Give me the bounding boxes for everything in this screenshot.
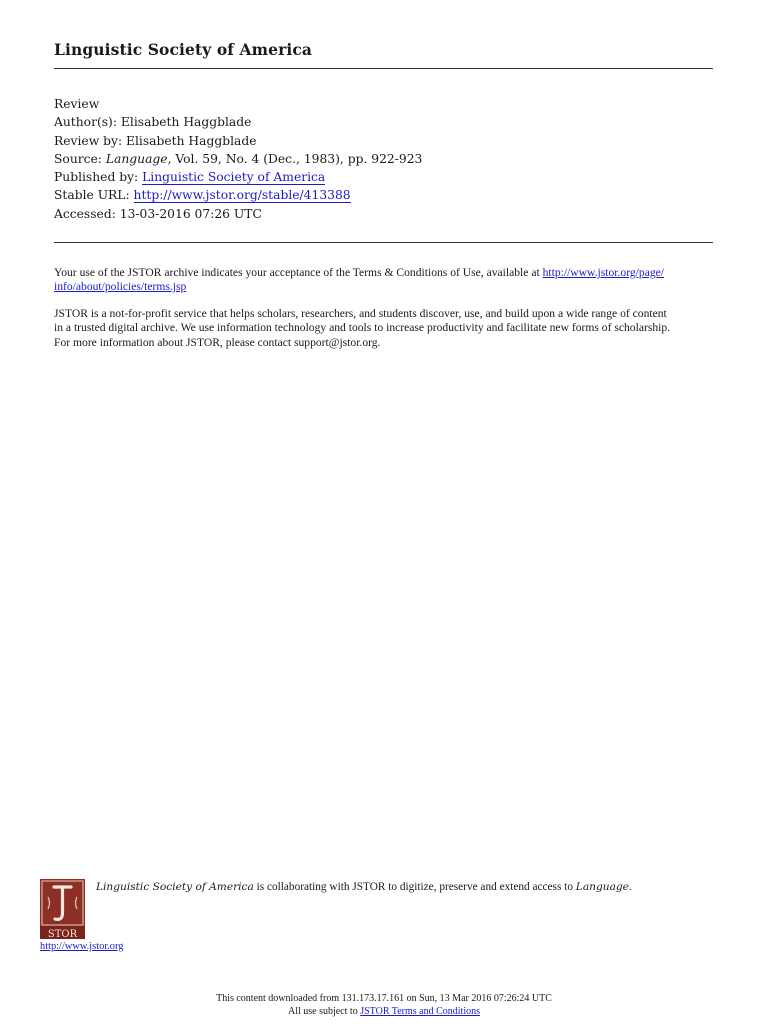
published-label: Published by: (54, 170, 139, 185)
about-line: For more information about JSTOR, please contact support@jstor.org. (54, 335, 381, 349)
download-footer (0, 993, 768, 1018)
collab-publisher: Linguistic Society of America (96, 881, 254, 893)
jstor-home-link[interactable]: http://www.jstor.org (40, 941, 124, 952)
review-by-row (54, 132, 714, 150)
source-journal: Language (105, 151, 168, 166)
source-row (54, 150, 714, 168)
divider-rule (54, 242, 713, 243)
publisher-title: Linguistic Society of America (54, 40, 313, 59)
terms-footer (0, 1006, 768, 1019)
source-label: Source: (54, 151, 102, 166)
about-line: in a trusted digital archive. We use information technology and tools to increase productivity and facilitate new forms of scholarship. (54, 321, 671, 335)
stable-url-label: Stable URL: (54, 188, 130, 203)
authors-row (54, 113, 714, 131)
jstor-about (54, 307, 716, 350)
collab-middle: is collaborating with JSTOR to digitize, preserve and extend access to (253, 881, 576, 893)
svg-text:STOR: STOR (47, 929, 78, 939)
collab-end: . (628, 881, 632, 893)
terms-link-part1: http://www.jstor.org/page/ (542, 266, 664, 279)
about-line: JSTOR is a not-for-profit service that helps scholars, researchers, and students discover, use, and build upon a wide range of content (54, 307, 667, 320)
citation-block (54, 95, 714, 223)
review-by-value: Elisabeth Haggblade (126, 133, 257, 148)
terms-link-part2: info/about/policies/terms.jsp (54, 280, 187, 294)
source-details: , Vol. 59, No. 4 (Dec., 1983), pp. 922-923 (167, 151, 423, 166)
terms-conditions-link[interactable]: JSTOR Terms and Conditions (360, 1005, 480, 1017)
download-info: This content downloaded from 131.173.17.161 on Sun, 13 Mar 2016 07:26:24 UTC (216, 993, 552, 1004)
item-type: Review (54, 97, 100, 111)
terms-text: Your use of the JSTOR archive indicates your acceptance of the Terms & Conditions of Use, available at (54, 266, 543, 279)
stable-url-link[interactable]: http://www.jstor.org/stable/413388 (133, 188, 351, 203)
authors-label: Author(s): (54, 115, 117, 130)
collaboration-notice (96, 880, 716, 894)
header-rule (54, 68, 713, 69)
collab-journal: Language (575, 881, 629, 893)
publisher-link[interactable]: Linguistic Society of America (142, 170, 326, 185)
stable-url-row (54, 186, 714, 204)
terms-footer-prefix: All use subject to (288, 1005, 361, 1017)
published-row (54, 168, 714, 186)
accessed-row: Accessed: 13-03-2016 07:26 UTC (54, 206, 262, 221)
authors-value: Elisabeth Haggblade (120, 115, 252, 130)
review-by-label: Review by: (54, 133, 123, 148)
terms-notice (54, 266, 716, 295)
jstor-logo-icon (40, 879, 85, 939)
jstor-logo-graphic (40, 879, 85, 939)
